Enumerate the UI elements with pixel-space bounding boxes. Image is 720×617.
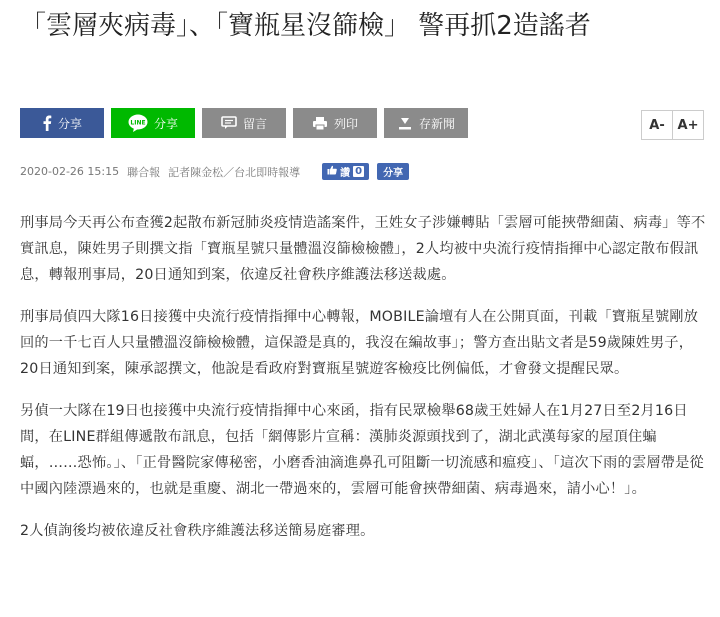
article-body (20, 210, 706, 560)
printer-icon (312, 116, 328, 131)
article-meta (20, 163, 409, 180)
download-icon (397, 116, 413, 131)
comment-button[interactable] (202, 108, 286, 138)
comment-icon (221, 116, 237, 130)
share-toolbar (20, 108, 468, 138)
save-news-button[interactable] (384, 108, 468, 138)
like-count: 0 (355, 166, 363, 177)
article-paragraph: 另偵一大隊在19日也接獲中央流行疫情指揮中心來函，指有民眾檢舉68歲王姓婦人在1月27日至2月16日間，在LINE群組傳遞散布訊息，包括「網傳影片宣稱：漢肺炎源頭找到了，湖北武漢每家的屋頂住蝙蝠，……恐怖。」、「正骨醫院家傳秘密，小磨香油滴進鼻孔可阻斷一切流感和瘟疫」、「這次下雨的雲層帶是從中國內陸漂過來的，也就是重慶、湖北一帶過來的，雲層可能會挾帶細菌、病毒過來，請小心！」。 (20, 403, 704, 497)
save-news-label: 存新聞 (418, 116, 455, 131)
print-button[interactable] (293, 108, 377, 138)
article-paragraph: 刑事局偵四大隊16日接獲中央流行疫情指揮中心轉報，MOBILE論壇有人在公開頁面，刊載「寶瓶星號剛放回的一千七百人只量體溫沒篩檢檢體，這保證是真的，我沒在編故事」；警方查出貼文者是59歲陳姓男子，20日通知到案，陳承認撰文，他說是看政府對寶瓶星號遊客檢疫比例偏低，才會發文提醒民眾。 (20, 309, 699, 377)
like-label: 讚 (340, 168, 351, 179)
article-title: 「雲層夾病毒」、「寶瓶星沒篩檢」 警再抓2造謠者 (20, 11, 591, 41)
facebook-share-small-button[interactable]: 分享 (377, 163, 409, 180)
facebook-share-button[interactable] (20, 108, 104, 138)
comment-label: 留言 (242, 116, 267, 131)
line-icon (128, 114, 148, 132)
article-paragraph: 2人偵詢後均被依違反社會秩序維護法移送簡易庭審理。 (20, 523, 375, 539)
font-increase-button[interactable]: A+ (672, 110, 704, 140)
line-share-label: 分享 (153, 116, 178, 131)
publish-date: 2020-02-26 15:15 (20, 165, 120, 178)
facebook-like-button[interactable] (322, 163, 369, 180)
thumbs-up-icon (327, 165, 337, 178)
font-size-controls (642, 110, 704, 140)
font-decrease-button[interactable]: A- (641, 110, 673, 140)
news-source: 聯合報 (127, 165, 161, 179)
facebook-icon (42, 115, 52, 131)
article-paragraph: 刑事局今天再公布查獲2起散布新冠肺炎疫情造謠案件，王姓女子涉嫌轉貼「雲層可能挾帶細菌、病毒」等不實訊息，陳姓男子則撰文指「寶瓶星號只量體溫沒篩檢檢體」，2人均被中央流行疫情指揮中心認定散布假訊息，轉報刑事局，20日通知到案，依違反社會秩序維護法移送裁處。 (20, 215, 706, 283)
print-label: 列印 (333, 116, 358, 131)
line-share-button[interactable] (111, 108, 195, 138)
reporter-byline: 記者陳金松／台北即時報導 (168, 165, 301, 179)
facebook-share-label: 分享 (57, 116, 82, 131)
svg-text:LINE: LINE (130, 119, 146, 127)
